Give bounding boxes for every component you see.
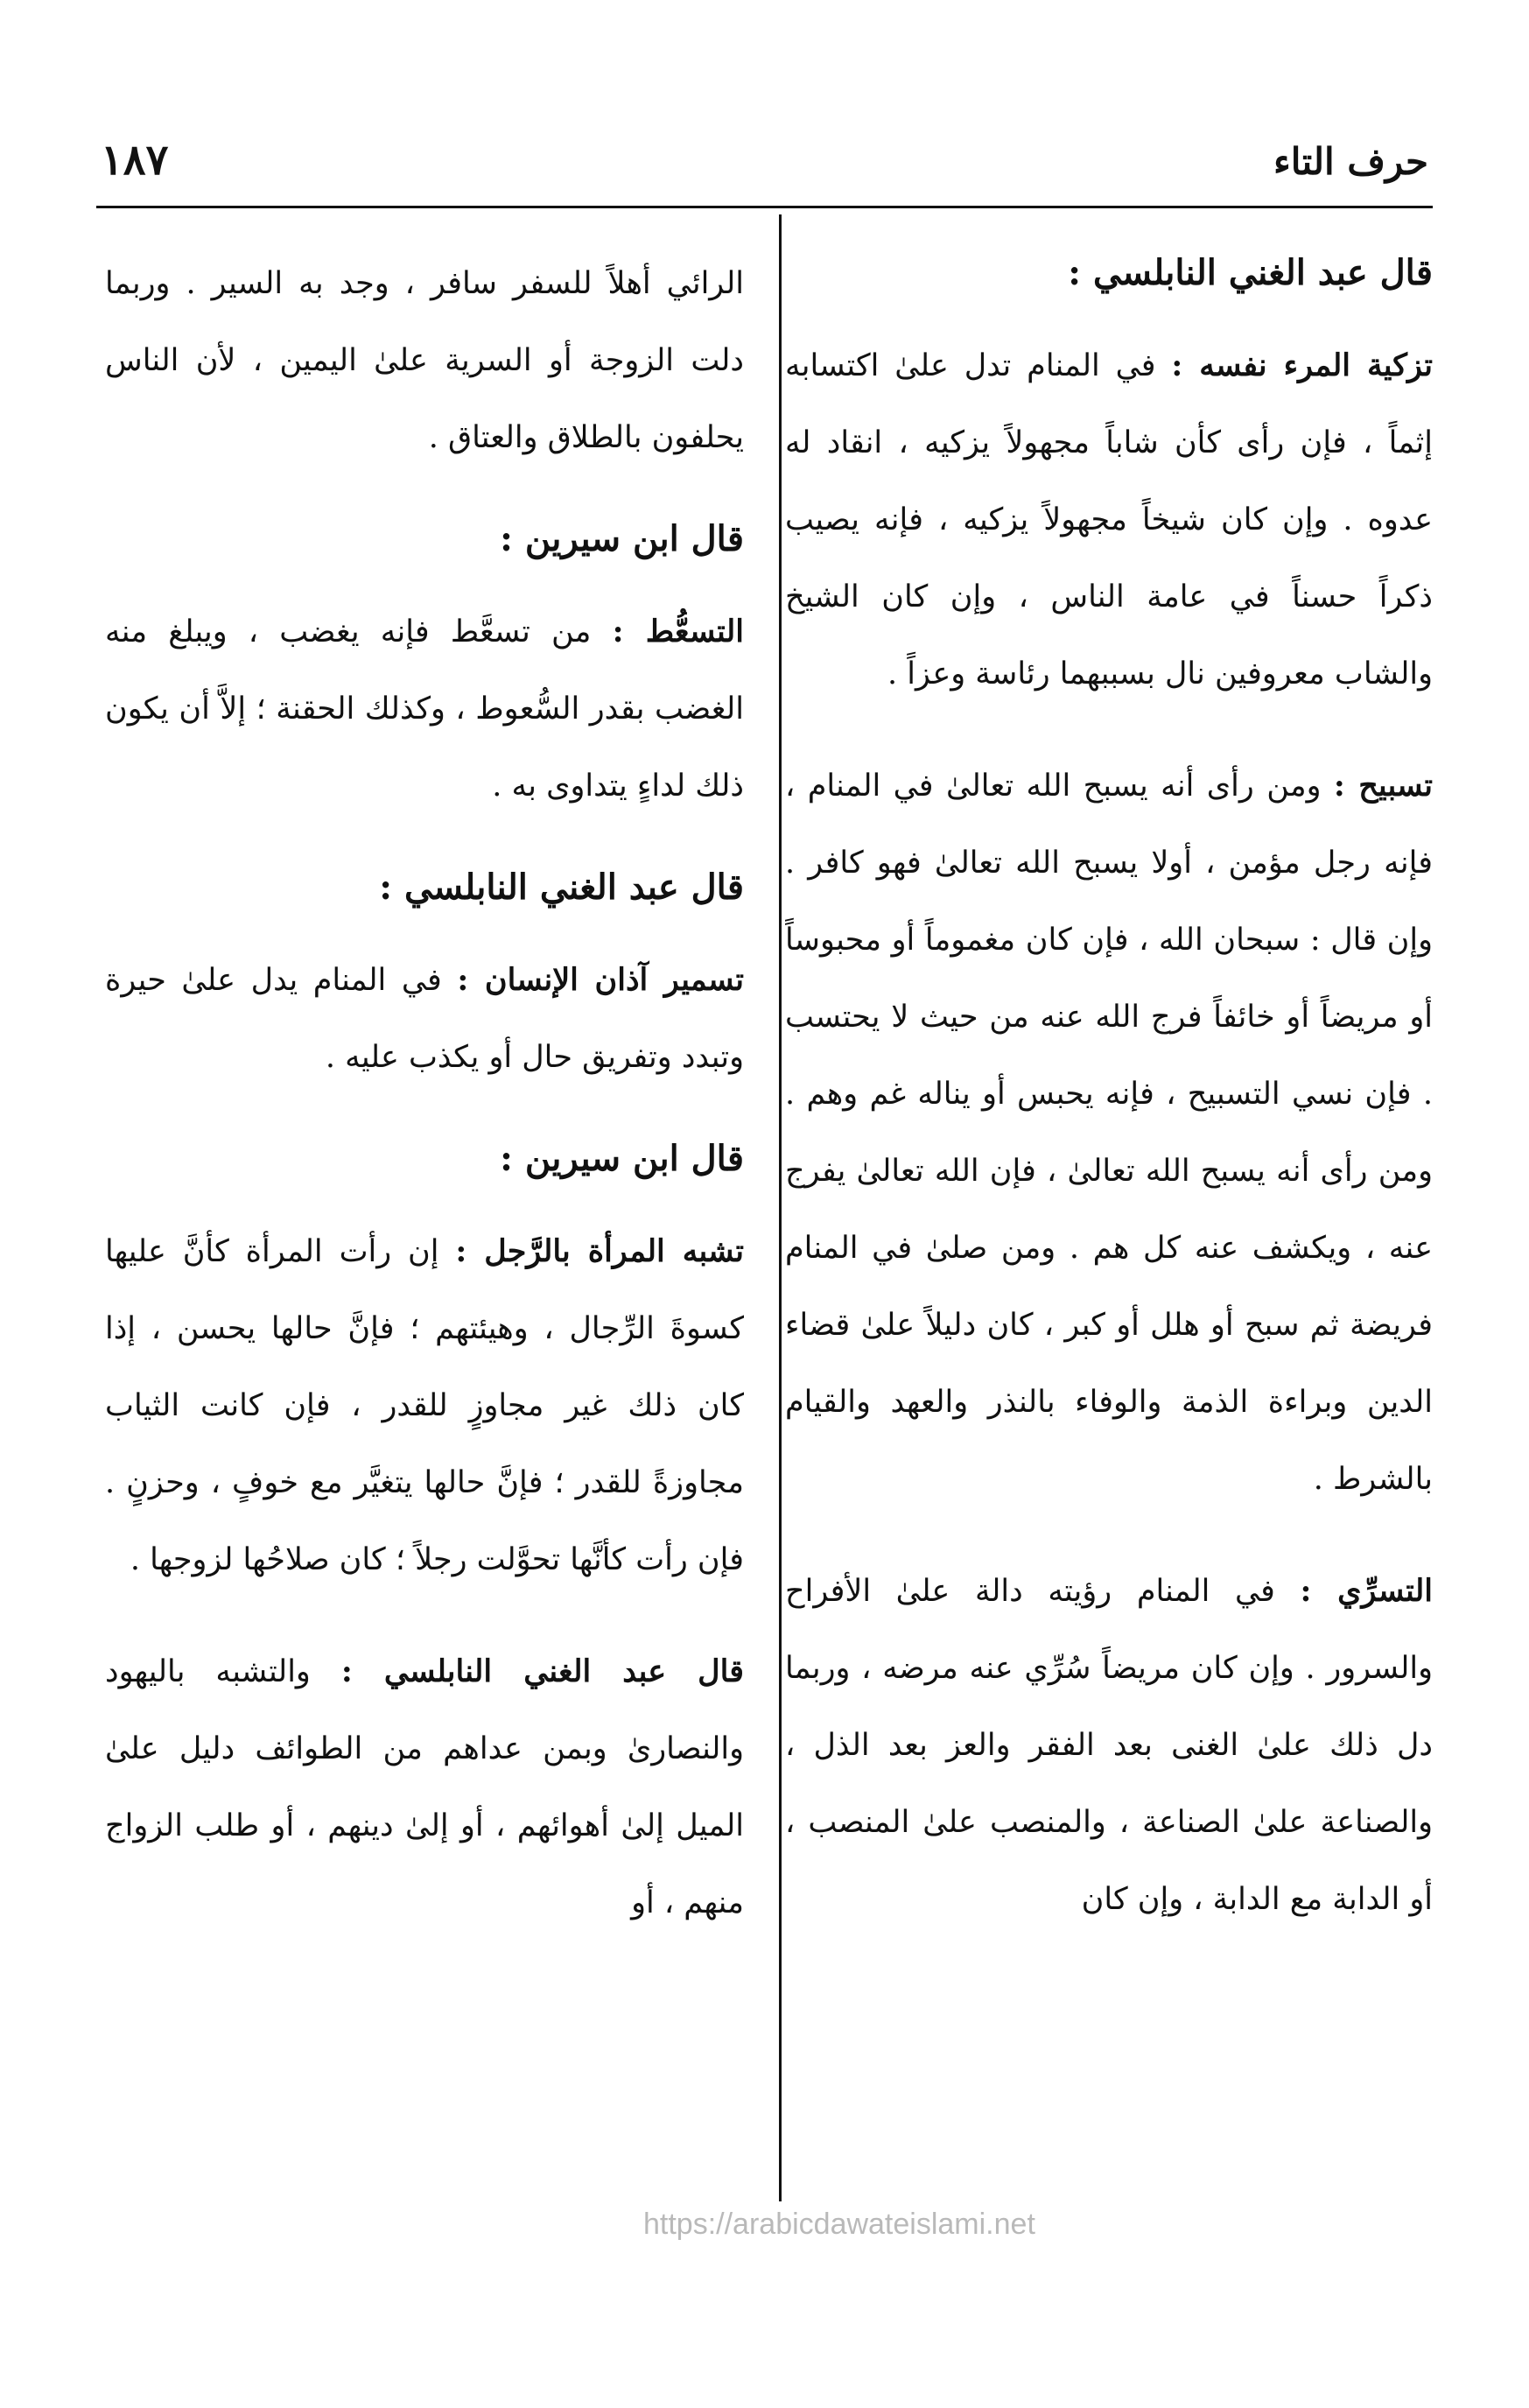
section-heading: قال عبد الغني النابلسي : [379, 867, 744, 908]
entry-paragraph [105, 245, 744, 476]
entry-paragraph [105, 593, 744, 825]
entry-paragraph [105, 942, 744, 1096]
entry-term: التسرِّي : [1300, 1573, 1433, 1609]
entry-paragraph [785, 327, 1433, 713]
entry-term: التسعُّط : [612, 614, 744, 649]
section-heading: قال ابن سيرين : [500, 1138, 744, 1179]
section-heading: قال ابن سيرين : [500, 518, 744, 559]
entry-paragraph [105, 1633, 744, 1941]
entry-text: ومن رأى أنه يسبح الله تعالىٰ في المنام ، فإنه رجل مؤمن ، أولا يسبح الله تعالىٰ فهو كافر . وإن قال : سبحان الله ، فإن كان مغموماً أو محبوساً أو مريضاً أو خائفاً فرج الله عنه من حيث لا يحتسب . فإن نسي التسبيح ، فإنه يحبس أو يناله غم وهم . ومن رأى أنه يسبح الله تعالىٰ ، فإن الله تعالىٰ يفرج عنه ، ويكشف عنه كل هم . ومن صلىٰ في المنام فريضة ثم سبح أو هلل أو كبر ، كان دليلاً علىٰ قضاء الدين وبراءة الذمة والوفاء بالنذر والعهد والقيام بالشرط . [785, 769, 1433, 1497]
entry-text: في المنام تدل علىٰ اكتسابه إثماً ، فإن رأى كأن شاباً مجهولاً يزكيه ، انقاد له عدوه . وإن كان شيخاً مجهولاً يزكيه ، فإنه يصيب ذكراً حسناً في عامة الناس ، وإن كان الشيخ والشاب معروفين نال بسببهما رئاسة وعزاً . [785, 348, 1433, 692]
entry-term: تشبه المرأة بالرَّجل : [455, 1233, 744, 1269]
right-column [785, 245, 1433, 2223]
left-column [105, 245, 744, 2223]
entry-paragraph [105, 1213, 744, 1598]
watermark-url: https://arabicdawateislami.net [643, 2208, 1035, 2241]
entry-term: تزكية المرء نفسه : [1171, 348, 1433, 383]
entry-term: قال عبد الغني النابلسي : [340, 1653, 744, 1689]
entry-text: الرائي أهلاً للسفر سافر ، وجد به السير . وربما دلت الزوجة أو السرية علىٰ اليمين ، لأن الناس يحلفون بالطلاق والعتاق . [105, 266, 744, 455]
entry-paragraph [785, 1553, 1433, 1938]
entry-text: إن رأت المرأة كأنَّ عليها كسوةَ الرِّجال ، وهيئتهم ؛ فإنَّ حالها يحسن ، إذا كان ذلك غير مجاوزٍ للقدر ، فإن كانت الثياب مجاوزةً للقدر ؛ فإنَّ حالها يتغيَّر مع خوفٍ ، وحزنٍ . فإن رأت كأنَّها تحوَّلت رجلاً ؛ كان صلاحُها لزوجها . [105, 1234, 744, 1577]
entry-text: في المنام رؤيته دالة علىٰ الأفراح والسرور . وإن كان مريضاً سُرِّي عنه مرضه ، وربما دل ذلك علىٰ الغنى بعد الفقر والعز بعد الذل ، والصناعة علىٰ الصناعة ، والمنصب علىٰ المنصب ، أو الدابة مع الدابة ، وإن كان [785, 1574, 1433, 1917]
header-rule [96, 206, 1433, 208]
page-header-title: حرف التاء [1273, 140, 1428, 183]
entry-text: من تسعَّط فإنه يغضب ، ويبلغ منه الغضب بقدر السُّعوط ، وكذلك الحقنة ؛ إلاَّ أن يكون ذلك لداءٍ يتداوى به . [105, 614, 744, 804]
entry-text: والتشبه باليهود والنصارىٰ وبمن عداهم من الطوائف دليل علىٰ الميل إلىٰ أهوائهم ، أو إلىٰ دينهم ، أو طلب الزواج منهم ، أو [105, 1654, 744, 1920]
column-divider [779, 214, 782, 2201]
entry-paragraph [785, 748, 1433, 1518]
entry-term: تسمير آذان الإنسان : [457, 962, 744, 998]
page-number: ١٨٧ [101, 136, 169, 185]
entry-term: تسبيح : [1333, 768, 1433, 804]
entry-text: في المنام يدل علىٰ حيرة وتبدد وتفريق حال أو يكذب عليه . [105, 963, 744, 1075]
section-heading: قال عبد الغني النابلسي : [1068, 252, 1433, 293]
